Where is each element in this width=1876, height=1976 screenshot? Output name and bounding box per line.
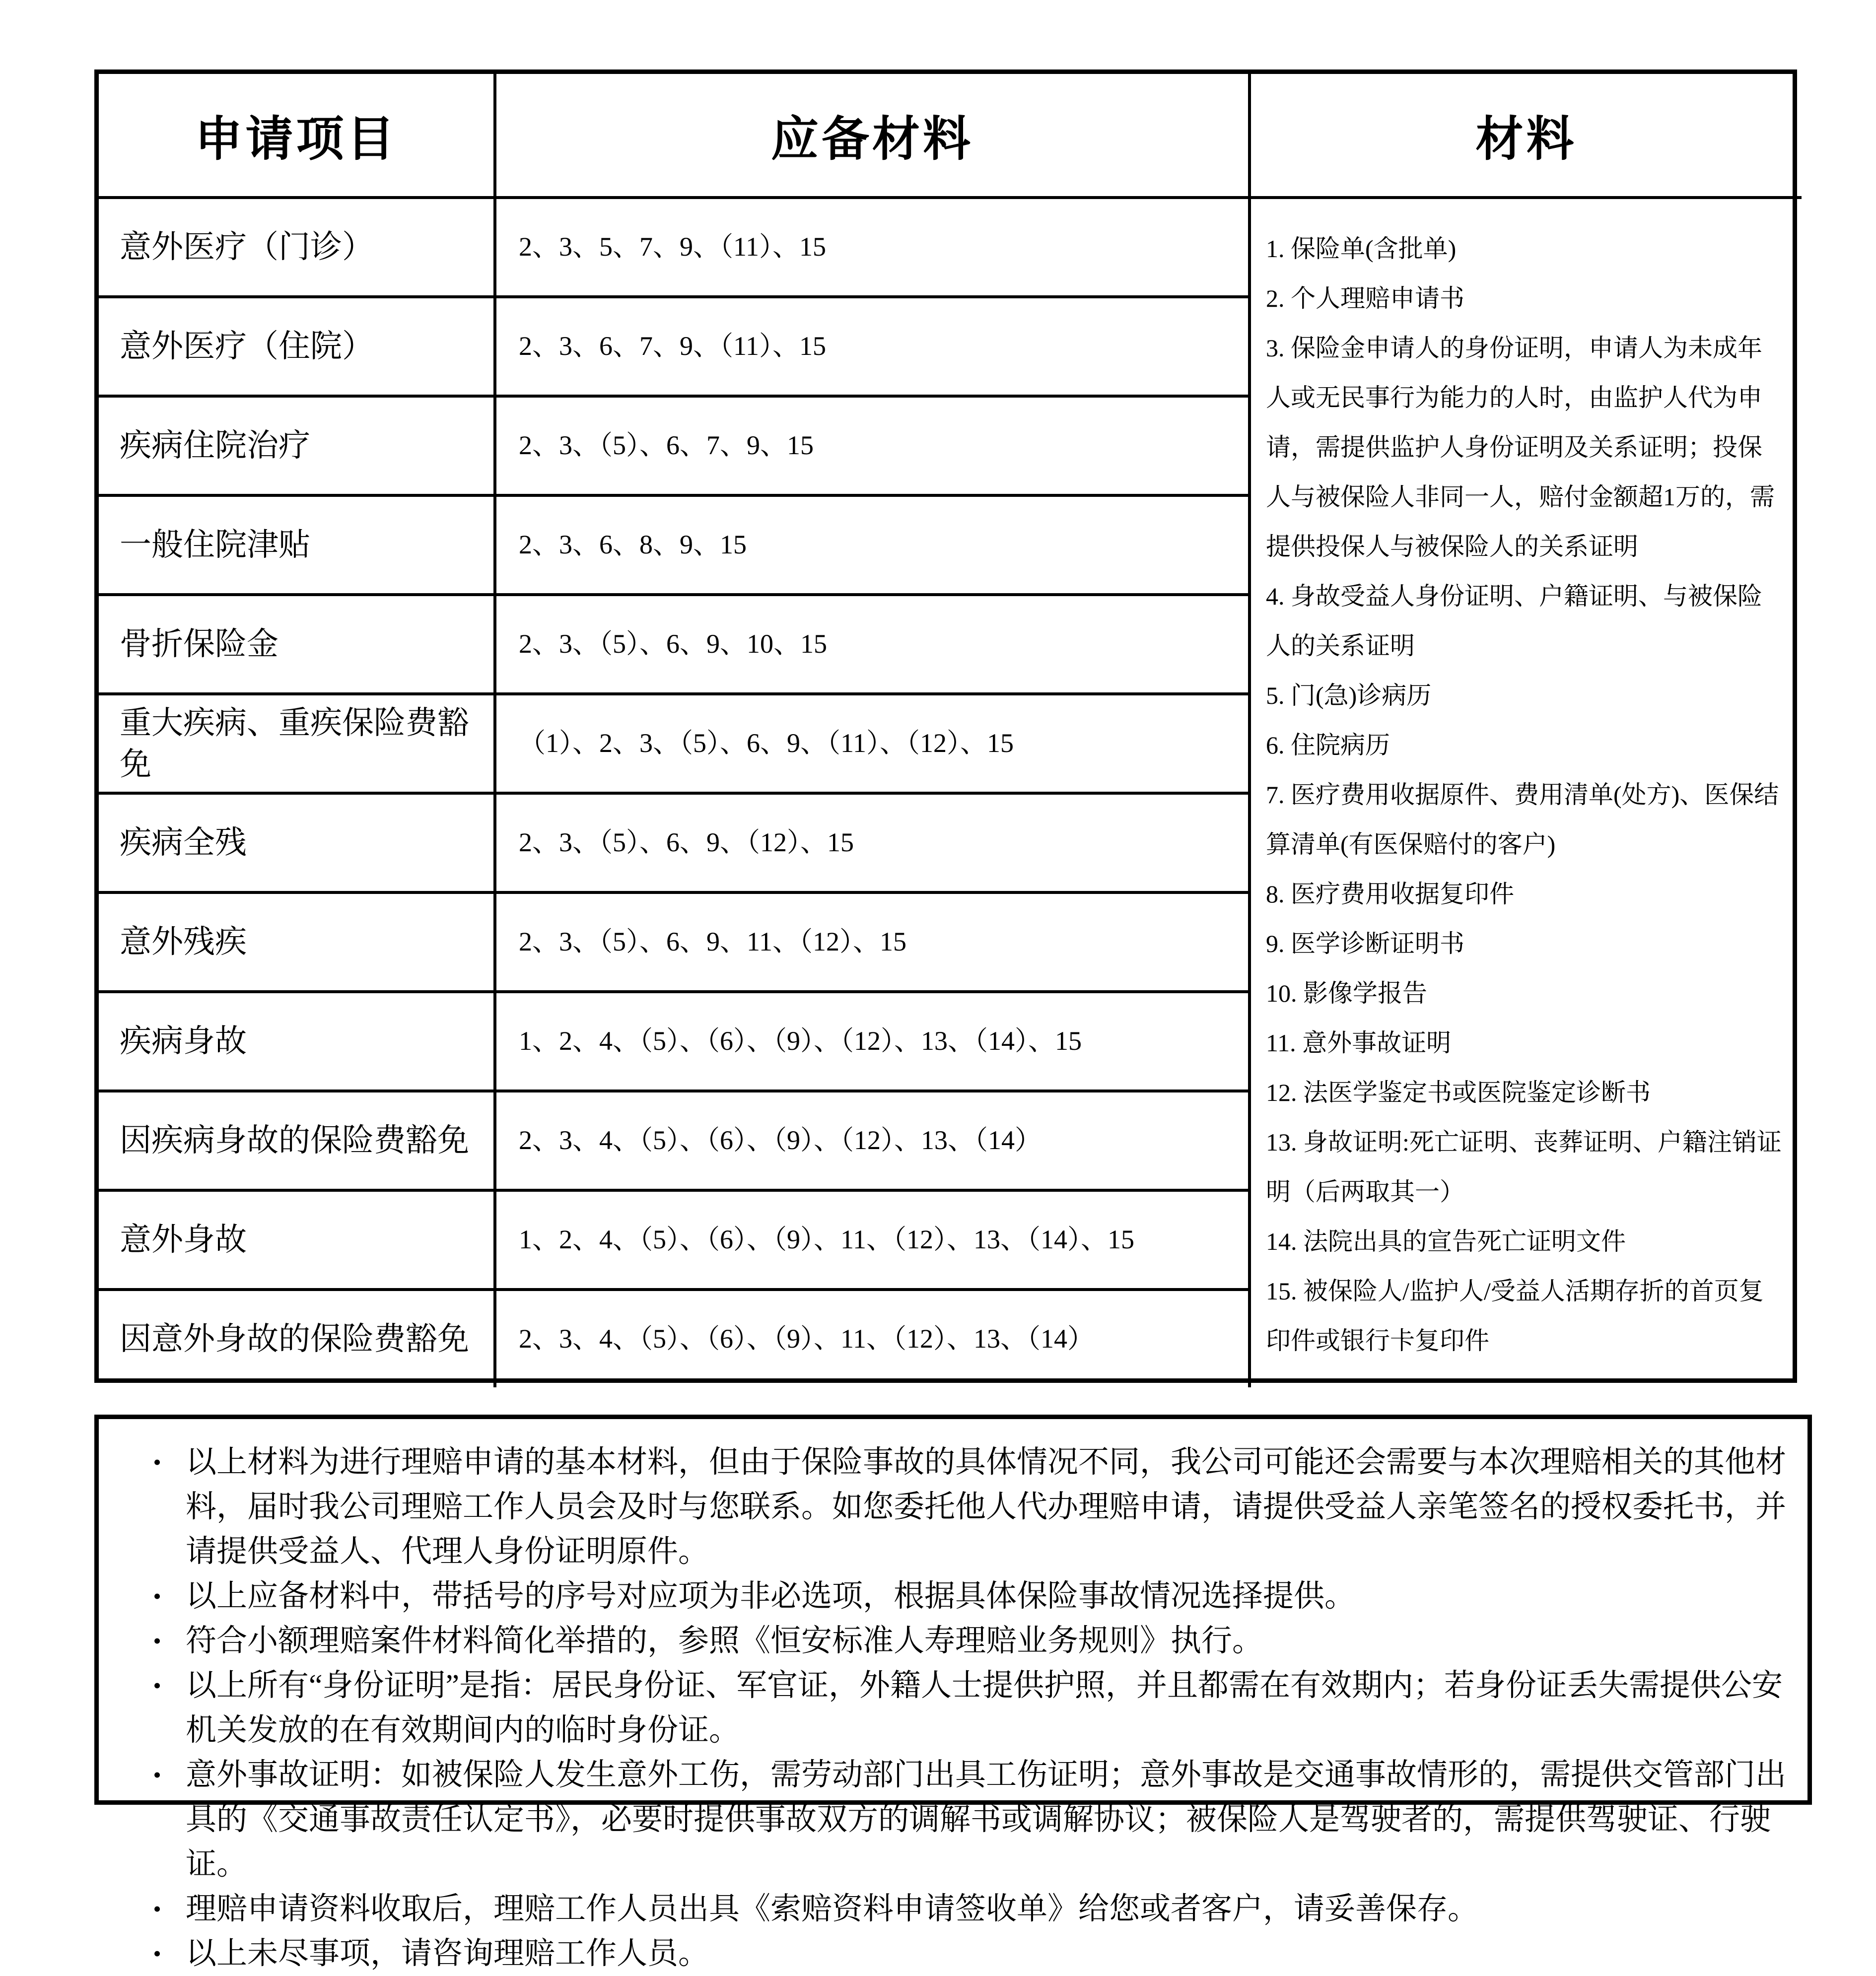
material-list-item: 6. 住院病历 xyxy=(1266,731,1390,759)
material-list-item: 10. 影像学报告 xyxy=(1266,979,1427,1007)
note-text: 理赔申请资料收取后，理赔工作人员出具《索赔资料申请签收单》给您或者客户，请妥善保存。 xyxy=(186,1892,1479,1926)
claim-item-cell: 因意外身故的保险费豁免 xyxy=(99,1288,493,1387)
claim-item-cell: 疾病身故 xyxy=(99,990,493,1090)
claim-item-cell: 一般住院津贴 xyxy=(99,494,493,593)
note-item xyxy=(129,1931,1790,1976)
required-materials-cell: 2、3、（5）、6、9、11、（12）、15 xyxy=(493,891,1248,990)
note-text: 符合小额理赔案件材料简化举措的，参照《恒安标准人寿理赔业务规则》执行。 xyxy=(186,1624,1263,1658)
claim-item-cell: 意外残疾 xyxy=(99,891,493,990)
required-materials-cell: 2、3、4、（5）、（6）、（9）、（12）、13、（14） xyxy=(493,1090,1248,1189)
required-materials-cell: （1）、2、3、（5）、6、9、（11）、（12）、15 xyxy=(493,692,1248,792)
material-list-item: 8. 医疗费用收据复印件 xyxy=(1266,880,1514,908)
material-list-item: 5. 门(急)诊病历 xyxy=(1266,681,1432,709)
material-list-item: 3. 保险金申请人的身份证明，申请人为未成年人或无民事行为能力的人时，由监护人代为申请，需提供监护人身份证明及关系证明；投保人与被保险人非同一人，赔付金额超1万的，需提供投保人与被保险人的关系证明 xyxy=(1266,334,1775,560)
material-list-item: 9. 医学诊断证明书 xyxy=(1266,930,1464,957)
claim-item-cell: 骨折保险金 xyxy=(99,593,493,692)
claim-item-cell: 因疾病身故的保险费豁免 xyxy=(99,1090,493,1189)
material-list-item: 1. 保险单(含批单) xyxy=(1266,235,1457,263)
material-list-item: 4. 身故受益人身份证明、户籍证明、与被保险人的关系证明 xyxy=(1266,582,1762,660)
note-text: 以上未尽事项，请咨询理赔工作人员。 xyxy=(186,1937,709,1971)
bullet-icon: • xyxy=(153,1896,161,1921)
claim-item-cell: 疾病全残 xyxy=(99,792,493,891)
note-text: 以上材料为进行理赔申请的基本材料，但由于保险事故的具体情况不同，我公司可能还会需要与本次理赔相关的其他材料，届时我公司理赔工作人员会及时与您联系。如您委托他人代办理赔申请，请提供受益人亲笔签名的授权委托书，并请提供受益人、代理人身份证明原件。 xyxy=(186,1445,1787,1568)
material-list-item: 11. 意外事故证明 xyxy=(1266,1029,1452,1057)
materials-legend-cell xyxy=(1248,196,1802,1387)
note-text: 意外事故证明：如被保险人发生意外工伤，需劳动部门出具工伤证明；意外事故是交通事故情形的，需提供交管部门出具的《交通事故责任认定书》，必要时提供事故双方的调解书或调解协议；被保险人是驾驶者的，需提供驾驶证、行驶证。 xyxy=(186,1758,1787,1881)
material-list-item: 2. 个人理赔申请书 xyxy=(1266,284,1464,312)
material-list-item: 12. 法医学鉴定书或医院鉴定诊断书 xyxy=(1266,1079,1651,1106)
claims-materials-table xyxy=(94,69,1797,1383)
column-header-materials: 材料 xyxy=(1248,74,1802,196)
note-item xyxy=(129,1753,1790,1887)
material-list-item: 15. 被保险人/监护人/受益人活期存折的首页复印件或银行卡复印件 xyxy=(1266,1277,1764,1355)
required-materials-cell: 2、3、6、7、9、（11）、15 xyxy=(493,295,1248,395)
bullet-icon: • xyxy=(153,1628,161,1653)
bullet-icon: • xyxy=(153,1673,161,1698)
material-list-item: 13. 身故证明:死亡证明、丧葬证明、户籍注销证明（后两取其一） xyxy=(1266,1128,1782,1206)
required-materials-cell: 2、3、（5）、6、9、10、15 xyxy=(493,593,1248,692)
bullet-icon: • xyxy=(153,1583,161,1609)
material-list-item: 14. 法院出具的宣告死亡证明文件 xyxy=(1266,1227,1626,1255)
bullet-icon: • xyxy=(153,1449,161,1475)
claim-item-cell: 意外医疗（门诊） xyxy=(99,196,493,295)
required-materials-cell: 2、3、（5）、6、7、9、15 xyxy=(493,395,1248,494)
claim-item-cell: 疾病住院治疗 xyxy=(99,395,493,494)
required-materials-cell: 2、3、4、（5）、（6）、（9）、11、（12）、13、（14） xyxy=(493,1288,1248,1387)
column-header-required-materials: 应备材料 xyxy=(493,74,1248,196)
note-text: 以上应备材料中，带括号的序号对应项为非必选项，根据具体保险事故情况选择提供。 xyxy=(186,1579,1356,1613)
claim-item-cell: 意外医疗（住院） xyxy=(99,295,493,395)
claim-item-cell: 重大疾病、重疾保险费豁免 xyxy=(99,692,493,792)
note-item xyxy=(129,1663,1790,1753)
note-item xyxy=(129,1574,1790,1619)
material-list-item: 7. 医疗费用收据原件、费用清单(处方)、医保结算清单(有医保赔付的客户) xyxy=(1266,781,1779,858)
bullet-icon: • xyxy=(153,1762,161,1787)
note-item xyxy=(129,1440,1790,1574)
required-materials-cell: 2、3、5、7、9、（11）、15 xyxy=(493,196,1248,295)
required-materials-cell: 2、3、（5）、6、9、（12）、15 xyxy=(493,792,1248,891)
bullet-icon: • xyxy=(153,1941,161,1966)
claim-item-cell: 意外身故 xyxy=(99,1189,493,1288)
required-materials-cell: 1、2、4、（5）、（6）、（9）、（12）、13、（14）、15 xyxy=(493,990,1248,1090)
note-item xyxy=(129,1887,1790,1931)
required-materials-cell: 2、3、6、8、9、15 xyxy=(493,494,1248,593)
notes-box xyxy=(94,1415,1812,1971)
note-text: 以上所有“身份证明”是指：居民身份证、军官证，外籍人士提供护照，并且都需在有效期内；若身份证丢失需提供公安机关发放的在有效期间内的临时身份证。 xyxy=(186,1669,1783,1747)
required-materials-cell: 1、2、4、（5）、（6）、（9）、11、（12）、13、（14）、15 xyxy=(493,1189,1248,1288)
note-item xyxy=(129,1619,1790,1663)
column-header-application-item: 申请项目 xyxy=(195,112,398,166)
